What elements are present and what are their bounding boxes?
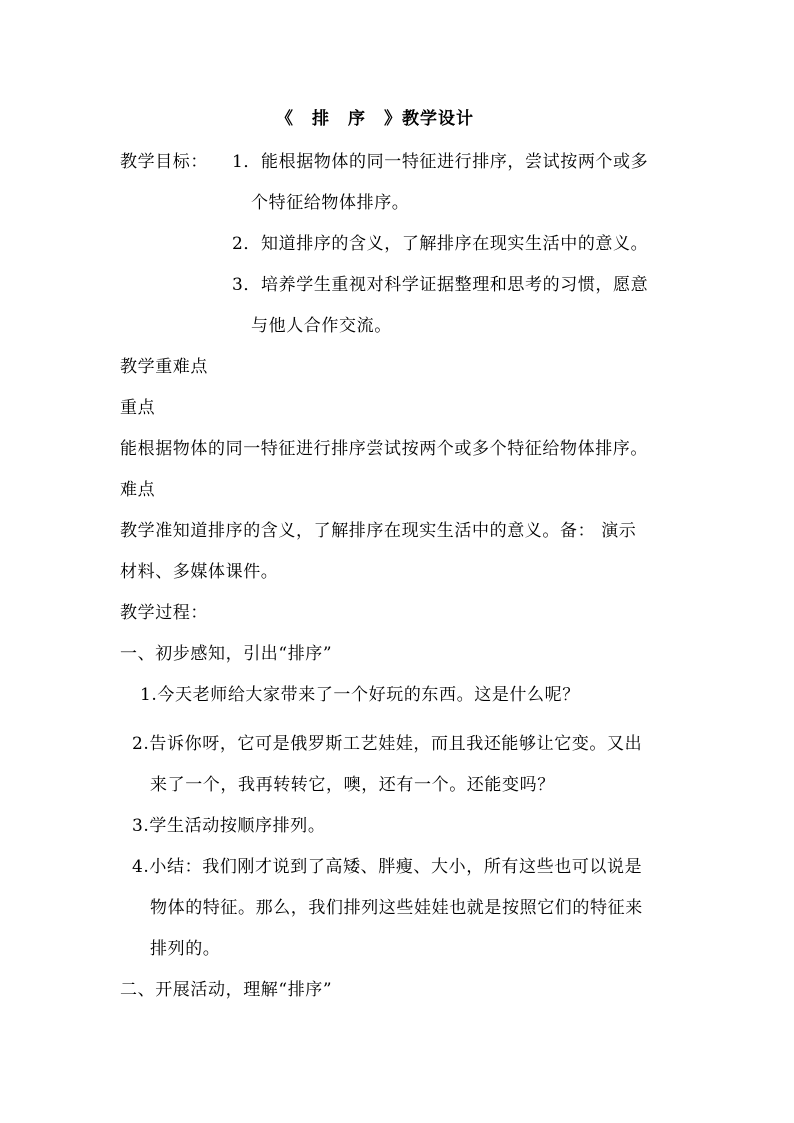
objective-2: 2．知道排序的含义，了解排序在现实生活中的意义。 (232, 234, 649, 254)
process-section-2: 二、开展活动，理解“排序” (120, 980, 333, 1000)
difficult-points-line-1: 教学准知道排序的含义，了解排序在现实生活中的意义。备： 演示 (120, 521, 637, 541)
objective-3-line-2: 与他人合作交流。 (251, 316, 392, 336)
process-step-4-line-2: 物体的特征。那么，我们排列这些娃娃也就是按照它们的特征来 (150, 898, 643, 918)
process-heading: 教学过程： (120, 603, 208, 623)
process-step-3: 3.学生活动按顺序排列。 (132, 816, 326, 836)
key-points-heading: 重点 (120, 398, 156, 418)
key-difficult-heading: 教学重难点 (120, 357, 208, 377)
process-step-2-line-2: 来了一个，我再转转它，噢，还有一个。还能变吗？ (150, 775, 555, 795)
process-section-1: 一、初步感知，引出“排序” (120, 644, 333, 664)
document-title: 《 排 序 》教学设计 (276, 109, 474, 129)
objectives-label: 教学目标： (120, 152, 208, 172)
process-step-1: 1.今天老师给大家带来了一个好玩的东西。这是什么呢？ (140, 685, 580, 705)
process-step-2-line-1: 2.告诉你呀，它可是俄罗斯工艺娃娃，而且我还能够让它变。又出 (132, 734, 643, 754)
process-step-4-line-1: 4.小结：我们刚才说到了高矮、胖瘦、大小，所有这些也可以说是 (132, 857, 643, 877)
objective-1-line-1: 1．能根据物体的同一特征进行排序，尝试按两个或多 (232, 152, 649, 172)
objective-3-line-1: 3．培养学生重视对科学证据整理和思考的习惯，愿意 (232, 275, 649, 295)
objective-1-line-2: 个特征给物体排序。 (251, 193, 410, 213)
process-step-4-line-3: 排列的。 (150, 939, 221, 959)
key-points-text: 能根据物体的同一特征进行排序尝试按两个或多个特征给物体排序。 (120, 439, 648, 459)
difficult-points-line-2: 材料、多媒体课件。 (120, 562, 279, 582)
difficult-points-heading: 难点 (120, 480, 156, 500)
